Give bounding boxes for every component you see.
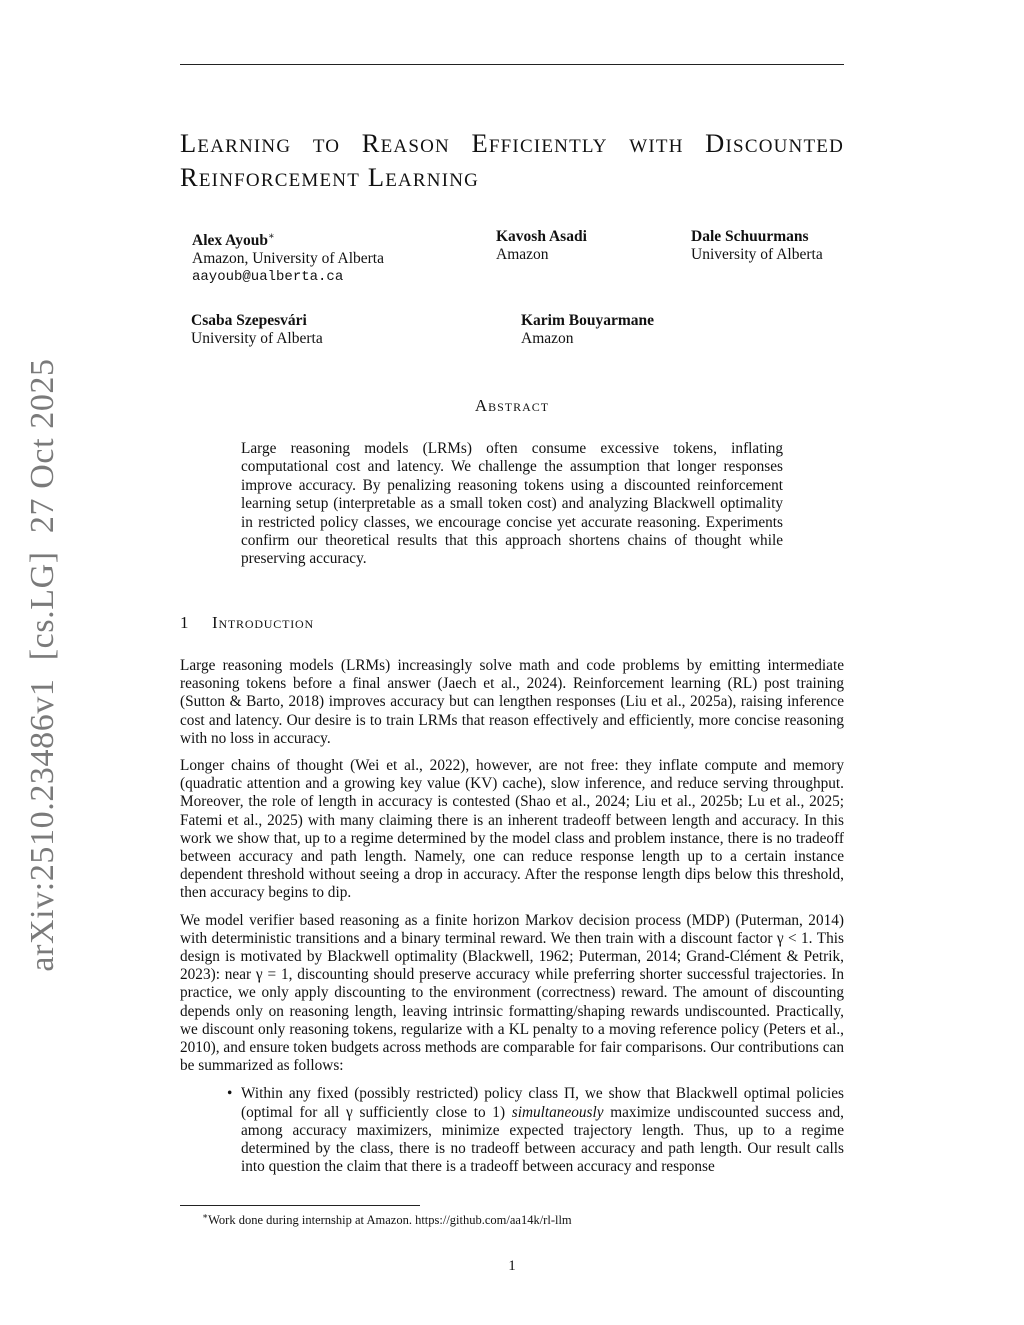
author-block [691, 228, 823, 264]
paragraph: We model verifier based reasoning as a finite horizon Markov decision process (MDP) (Puterman, 2014) with deterministic transitions and a binary terminal reward. We then train with a discount factor γ < 1. This design is motivated by Blackwell optimality (Blackwell, 1962; Puterman, 2014; Grand-Clément & Petrik, 2023): near γ = 1, discounting should preserve accuracy while preferring shorter successful trajectories. In practice, we only apply discounting to the environment (correctness) reward. The amount of discounting depends only on reasoning length, leaving intrinsic formatting/shaping rewards undiscounted. Practically, we discount only reasoning tokens, regularize with a KL penalty to a moving reference policy (Peters et al., 2010), and ensure token budgets across methods are comparable for fair comparisons. Our contributions can be summarized as follows: [180, 911, 844, 1075]
list-item: • Within any fixed (possibly restricted) policy class Π, we show that Blackwell optimal policies (optimal for all γ sufficiently close to 1) simultaneously maximize undiscounted success and, among accuracy maximizers, minimize expected trajectory length. Thus, up to a regime determined by the class, there is no tradeoff between accuracy and path length. Our result calls into question the claim that there is a tradeoff between accuracy and response [241, 1085, 844, 1176]
author-affiliation: Amazon [496, 246, 549, 263]
top-rule [180, 64, 844, 65]
footnote [202, 1209, 572, 1228]
contribution-list [180, 1085, 844, 1176]
author-block [496, 228, 587, 264]
footnote-text: Work done during internship at Amazon. https://github.com/aa14k/rl-llm [208, 1213, 572, 1228]
footnote-marker: ∗ [267, 231, 275, 242]
author-affiliation: University of Alberta [191, 330, 323, 347]
abstract-heading: Abstract [474, 396, 550, 415]
footnote-marker: ∗ [202, 1211, 209, 1221]
author-block [191, 312, 323, 348]
author-name: Karim Bouyarmane [521, 312, 655, 329]
abstract-text: Large reasoning models (LRMs) often consume excessive tokens, inflating computational cost and latency. We challenge the assumption that longer responses improve accuracy. By penalizing reasoning tokens using a discounted reinforcement learning setup (interpretable as a small token cost) and analyzing Blackwell optimality in restricted policy classes, we encourage concise yet accurate reasoning. Experiments confirm our theoretical results that this approach shortens chains of thought while preserving accuracy. [241, 440, 783, 568]
emphasis: simultaneously [511, 1103, 604, 1121]
author-affiliation: University of Alberta [691, 246, 823, 263]
section-title: Introduction [212, 613, 314, 632]
paragraph: Longer chains of thought (Wei et al., 2022), however, are not free: they inflate compute and memory (quadratic attention and a growing key value (KV) cache), slow inference, and reduce serving throughput. Moreover, the role of length in accuracy is contested (Shao et al., 2024; Liu et al., 2025b; Lu et al., 2025; Fatemi et al., 2025) with many claiming there is an inherent tradeoff between length and accuracy. In this work we show that, up to a regime determined by the model class and problem instance, there is no tradeoff between accuracy and path length. Namely, one can reduce response length up to a certain instance dependent threshold without seeing a drop in accuracy. After the response length dips below this threshold, then accuracy begins to dip. [180, 757, 844, 902]
author-affiliation: Amazon, University of Alberta [192, 250, 384, 268]
author-name: Alex Ayoub∗ [192, 231, 275, 250]
section-number: 1 [180, 613, 190, 632]
author-email[interactable]: aayoub@ualberta.ca [192, 269, 344, 286]
arxiv-identifier: arXiv:2510.23486v1 [cs.LG] 27 Oct 2025 [24, 358, 61, 972]
footnote-rule [180, 1205, 420, 1206]
author-block [192, 228, 384, 286]
section-heading [180, 613, 314, 633]
paragraph: Large reasoning models (LRMs) increasingly solve math and code problems by emitting intermediate reasoning tokens before a final answer (Jaech et al., 2024). Reinforcement learning (RL) post training (Sutton & Barto, 2018) improves accuracy but can lengthen responses (Liu et al., 2025a), raising inference cost and latency. Our desire is to train LRMs that reason effectively and efficiently, more concise reasoning with no loss in accuracy. [180, 657, 844, 747]
author-affiliation: Amazon [521, 330, 574, 347]
paper-title: Learning to Reason Efficiently with Discounted Reinforcement Learning [180, 128, 844, 192]
body-text [180, 657, 844, 1176]
author-name: Csaba Szepesvári [191, 312, 307, 329]
page-number: 1 [508, 1258, 516, 1274]
author-name: Kavosh Asadi [496, 228, 587, 245]
author-block [521, 312, 654, 348]
author-name: Dale Schuurmans [691, 228, 809, 245]
